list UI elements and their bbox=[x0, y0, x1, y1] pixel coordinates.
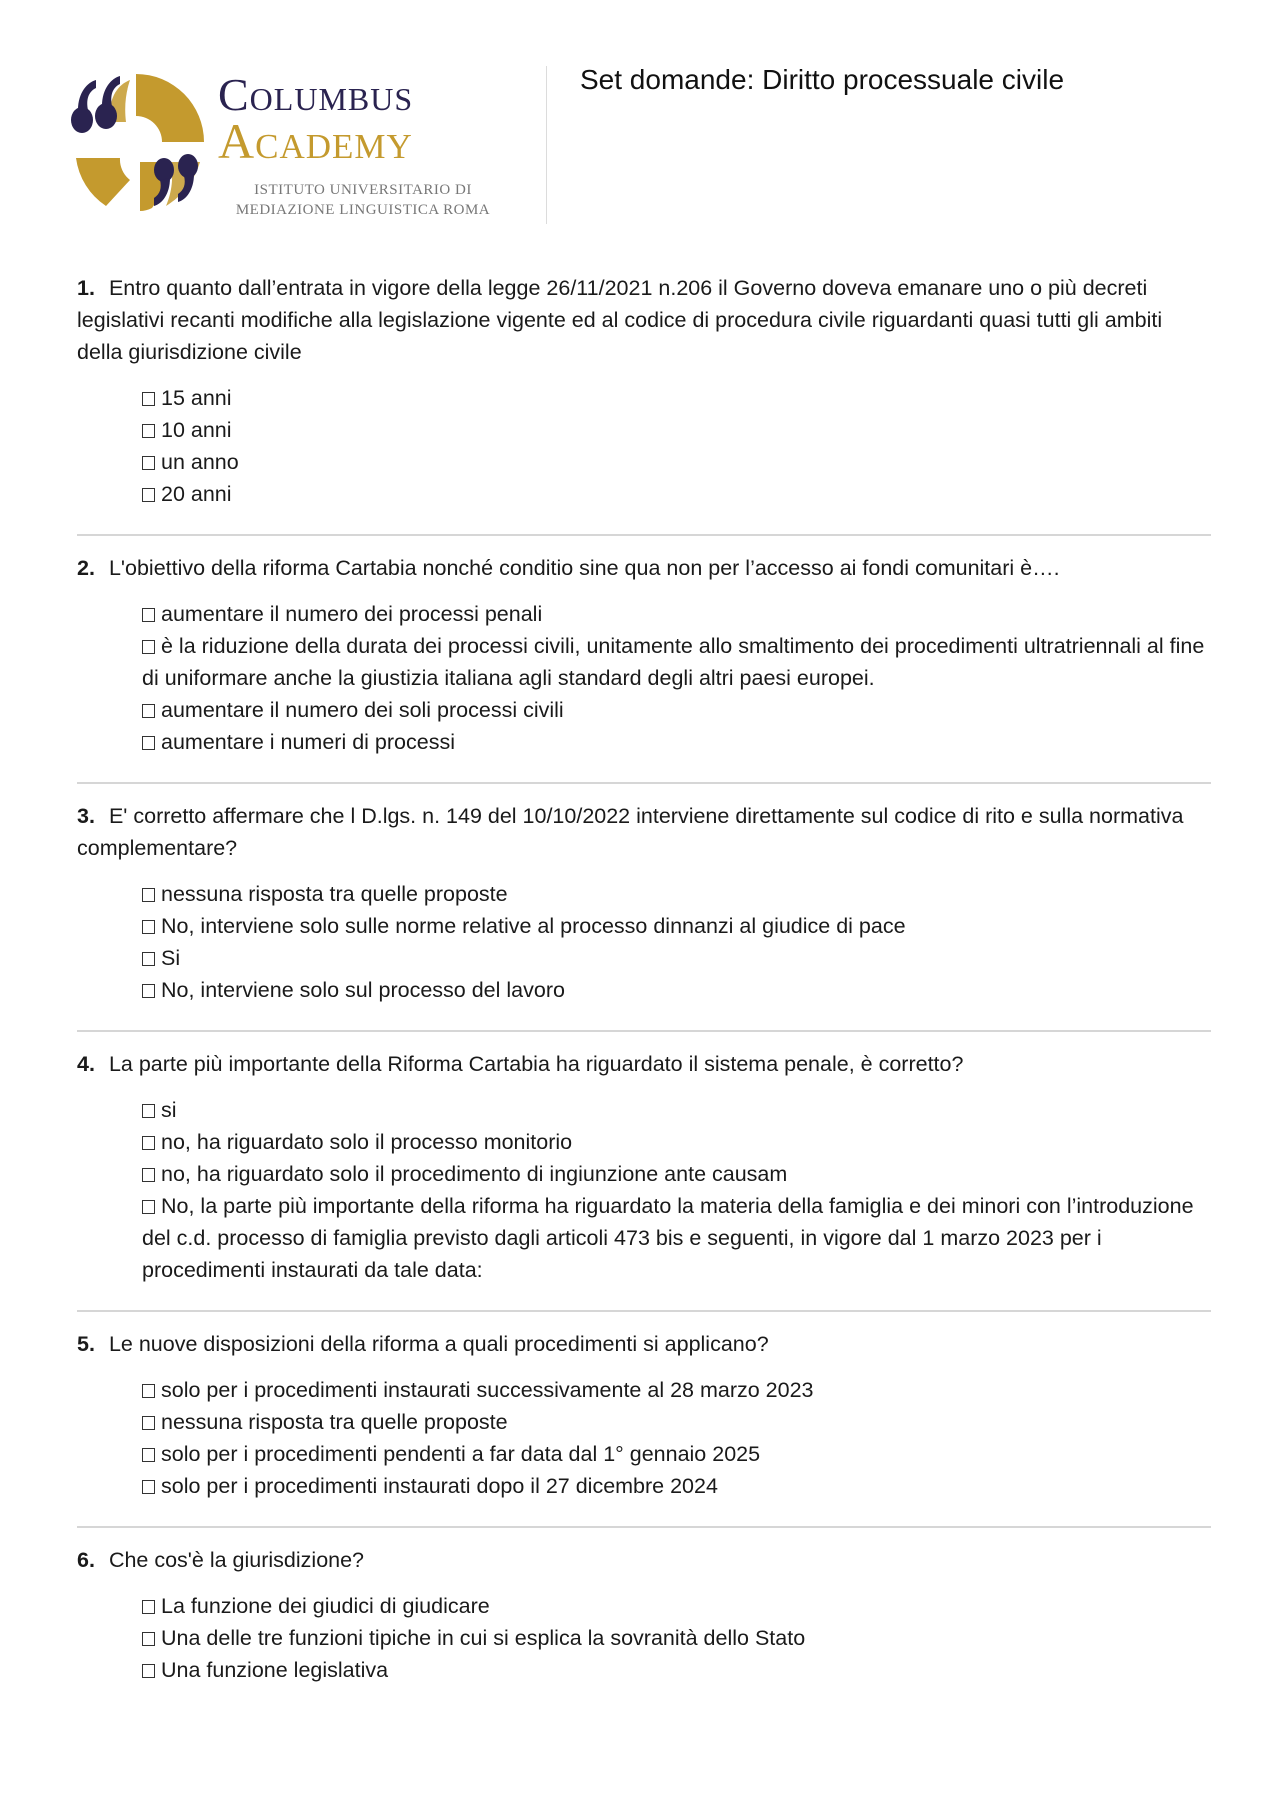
checkbox-icon[interactable] bbox=[142, 640, 155, 654]
answer-option[interactable] bbox=[142, 1406, 1211, 1438]
answer-options bbox=[142, 1094, 1211, 1286]
answer-option-label: 20 anni bbox=[161, 482, 232, 506]
checkbox-icon[interactable] bbox=[142, 1416, 155, 1430]
answer-option[interactable] bbox=[142, 726, 1211, 758]
checkbox-icon[interactable] bbox=[142, 608, 155, 622]
checkbox-icon[interactable] bbox=[142, 1168, 155, 1182]
answer-options bbox=[142, 382, 1211, 510]
answer-options bbox=[142, 1590, 1211, 1686]
answer-option[interactable] bbox=[142, 910, 1211, 942]
answer-option[interactable] bbox=[142, 878, 1211, 910]
checkbox-icon[interactable] bbox=[142, 952, 155, 966]
question-number: 3. bbox=[77, 804, 95, 828]
page-title: Set domande: Diritto processuale civile bbox=[580, 64, 1065, 95]
answer-option[interactable] bbox=[142, 1190, 1211, 1286]
answer-option-label: Una delle tre funzioni tipiche in cui si esplica la sovranità dello Stato bbox=[161, 1626, 806, 1650]
answer-option-label: no, ha riguardato solo il processo monitorio bbox=[161, 1130, 573, 1154]
question-divider bbox=[77, 1310, 1211, 1312]
question-number: 6. bbox=[77, 1548, 95, 1572]
answer-option-label: Si bbox=[161, 946, 181, 970]
question-text bbox=[77, 1544, 1211, 1576]
logo-name-line1: Columbus bbox=[218, 69, 414, 120]
answer-option-label: no, ha riguardato solo il procedimento di ingiunzione ante causam bbox=[161, 1162, 788, 1186]
answer-option-label: un anno bbox=[161, 450, 239, 474]
question-number: 1. bbox=[77, 276, 95, 300]
logo-text bbox=[218, 69, 508, 220]
answer-option-label: nessuna risposta tra quelle proposte bbox=[161, 882, 508, 906]
answer-option[interactable] bbox=[142, 1470, 1211, 1502]
answer-option[interactable] bbox=[142, 382, 1211, 414]
question-divider bbox=[77, 1030, 1211, 1032]
question-2 bbox=[77, 552, 1211, 768]
question-text bbox=[77, 1328, 1211, 1360]
globe-quote-icon bbox=[66, 70, 206, 215]
answer-option-label: 15 anni bbox=[161, 386, 232, 410]
question-list bbox=[77, 272, 1211, 1696]
checkbox-icon[interactable] bbox=[142, 1200, 155, 1214]
answer-option[interactable] bbox=[142, 446, 1211, 478]
checkbox-icon[interactable] bbox=[142, 424, 155, 438]
answer-option-label: solo per i procedimenti instaurati successivamente al 28 marzo 2023 bbox=[161, 1378, 814, 1402]
checkbox-icon[interactable] bbox=[142, 888, 155, 902]
answer-option[interactable] bbox=[142, 942, 1211, 974]
logo-subtitle bbox=[218, 180, 508, 220]
answer-option-label: Una funzione legislativa bbox=[161, 1658, 389, 1682]
checkbox-icon[interactable] bbox=[142, 1480, 155, 1494]
logo-name-line2: Academy bbox=[218, 113, 413, 169]
answer-option-label: solo per i procedimenti instaurati dopo il 27 dicembre 2024 bbox=[161, 1474, 718, 1498]
question-body: Entro quanto dall’entrata in vigore della legge 26/11/2021 n.206 il Governo doveva emanare uno o più decreti legislativi recanti modifiche alla legislazione vigente ed al codice di procedura civile riguardanti quasi tutti gli ambiti della giurisdizione civile bbox=[77, 276, 1163, 364]
answer-option-label: 10 anni bbox=[161, 418, 232, 442]
answer-option[interactable] bbox=[142, 1590, 1211, 1622]
checkbox-icon[interactable] bbox=[142, 704, 155, 718]
answer-option-label: No, interviene solo sulle norme relative al processo dinnanzi al giudice di pace bbox=[161, 914, 906, 938]
answer-option[interactable] bbox=[142, 1158, 1211, 1190]
answer-option-label: aumentare il numero dei processi penali bbox=[161, 602, 543, 626]
answer-option-label: aumentare il numero dei soli processi civili bbox=[161, 698, 564, 722]
answer-option[interactable] bbox=[142, 598, 1211, 630]
logo-subtitle-line1: ISTITUTO UNIVERSITARIO DI bbox=[254, 182, 472, 198]
answer-option[interactable] bbox=[142, 478, 1211, 510]
answer-option[interactable] bbox=[142, 630, 1211, 694]
answer-option[interactable] bbox=[142, 1654, 1211, 1686]
answer-option-label: La funzione dei giudici di giudicare bbox=[161, 1594, 490, 1618]
checkbox-icon[interactable] bbox=[142, 1384, 155, 1398]
question-4 bbox=[77, 1048, 1211, 1296]
question-divider bbox=[77, 782, 1211, 784]
question-1 bbox=[77, 272, 1211, 520]
checkbox-icon[interactable] bbox=[142, 488, 155, 502]
question-6 bbox=[77, 1544, 1211, 1696]
answer-option-label: è la riduzione della durata dei processi civili, unitamente allo smaltimento dei procedimenti ultratriennali al fine di uniformare anche la giustizia italiana agli standard degli altri paesi europei. bbox=[142, 634, 1205, 690]
answer-options bbox=[142, 1374, 1211, 1502]
question-body: La parte più importante della Riforma Cartabia ha riguardato il sistema penale, è corretto? bbox=[108, 1052, 964, 1076]
answer-option-label: No, interviene solo sul processo del lavoro bbox=[161, 978, 565, 1002]
answer-option[interactable] bbox=[142, 1094, 1211, 1126]
checkbox-icon[interactable] bbox=[142, 392, 155, 406]
question-text bbox=[77, 800, 1211, 864]
answer-options bbox=[142, 878, 1211, 1006]
question-body: L'obiettivo della riforma Cartabia nonché conditio sine qua non per l’accesso ai fondi comunitari è…. bbox=[108, 556, 1060, 580]
question-number: 5. bbox=[77, 1332, 95, 1356]
question-divider bbox=[77, 534, 1211, 536]
logo bbox=[66, 70, 506, 220]
answer-option[interactable] bbox=[142, 414, 1211, 446]
answer-option-label: solo per i procedimenti pendenti a far data dal 1° gennaio 2025 bbox=[161, 1442, 761, 1466]
checkbox-icon[interactable] bbox=[142, 1632, 155, 1646]
question-divider bbox=[77, 1526, 1211, 1528]
logo-subtitle-line2: MEDIAZIONE LINGUISTICA ROMA bbox=[235, 202, 491, 218]
question-text bbox=[77, 272, 1211, 368]
checkbox-icon[interactable] bbox=[142, 1664, 155, 1678]
question-body: Le nuove disposizioni della riforma a quali procedimenti si applicano? bbox=[108, 1332, 769, 1356]
answer-option[interactable] bbox=[142, 974, 1211, 1006]
checkbox-icon[interactable] bbox=[142, 1136, 155, 1150]
question-number: 4. bbox=[77, 1052, 95, 1076]
answer-option-label: aumentare i numeri di processi bbox=[161, 730, 455, 754]
question-5 bbox=[77, 1328, 1211, 1512]
question-text bbox=[77, 1048, 1211, 1080]
question-body: E' corretto affermare che l D.lgs. n. 149 del 10/10/2022 interviene direttamente sul codice di rito e sulla normativa complementare? bbox=[77, 804, 1184, 860]
question-body: Che cos'è la giurisdizione? bbox=[108, 1548, 365, 1572]
answer-option[interactable] bbox=[142, 1438, 1211, 1470]
checkbox-icon[interactable] bbox=[142, 736, 155, 750]
answer-option-label: No, la parte più importante della riforma ha riguardato la materia della famiglia e dei minori con l’introduzione del c.d. processo di famiglia previsto dagli articoli 473 bis e seguenti, in vigore dal 1 marzo 2023 per i procedimenti instaurati da tale data: bbox=[142, 1194, 1194, 1282]
answer-option[interactable] bbox=[142, 1374, 1211, 1406]
checkbox-icon[interactable] bbox=[142, 1600, 155, 1614]
answer-option[interactable] bbox=[142, 694, 1211, 726]
answer-option[interactable] bbox=[142, 1622, 1211, 1654]
question-text bbox=[77, 552, 1211, 584]
header-divider bbox=[546, 66, 547, 224]
checkbox-icon[interactable] bbox=[142, 984, 155, 998]
question-number: 2. bbox=[77, 556, 95, 580]
answer-option-label: si bbox=[161, 1098, 177, 1122]
answer-option-label: nessuna risposta tra quelle proposte bbox=[161, 1410, 508, 1434]
checkbox-icon[interactable] bbox=[142, 1104, 155, 1118]
answer-option[interactable] bbox=[142, 1126, 1211, 1158]
question-3 bbox=[77, 800, 1211, 1016]
checkbox-icon[interactable] bbox=[142, 1448, 155, 1462]
checkbox-icon[interactable] bbox=[142, 920, 155, 934]
answer-options bbox=[142, 598, 1211, 758]
checkbox-icon[interactable] bbox=[142, 456, 155, 470]
